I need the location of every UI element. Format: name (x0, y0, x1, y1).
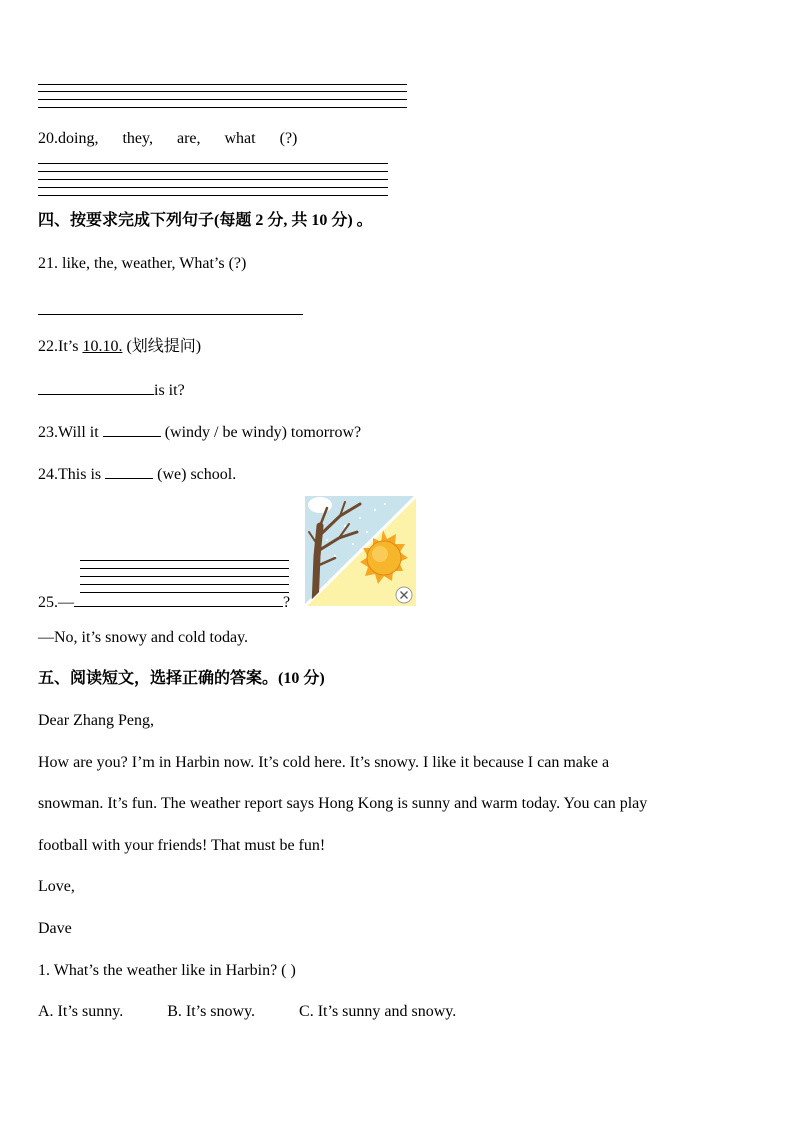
reading-question-1-options (38, 1002, 456, 1022)
question-mark: ? (283, 594, 291, 611)
option-b[interactable]: B. It’s snowy. (167, 1003, 256, 1020)
section-heading: 五、阅读短文，选择正确的答案。(10 分) (38, 670, 325, 687)
question-21: 21. like, the, weather, What’s (?) (38, 255, 247, 272)
answer-line (38, 179, 388, 180)
answer-line (38, 91, 407, 92)
answer-line (38, 84, 407, 85)
letter-signature: Dave (38, 920, 72, 937)
answer-line (80, 576, 289, 577)
word: they, (122, 130, 153, 147)
answer-line (38, 171, 388, 172)
question-number: 25.— (38, 594, 74, 611)
answer-line (80, 560, 289, 561)
option-c[interactable]: C. It’s sunny and snowy. (299, 1003, 457, 1020)
winter-summer-weather-icon (305, 496, 416, 606)
letter-greeting: Dear Zhang Peng, (38, 712, 154, 729)
answer-line (38, 99, 407, 100)
answer-line (38, 163, 388, 164)
question-22-answer (38, 378, 185, 401)
letter-line: snowman. It’s fun. The weather report says Hong Kong is sunny and warm today. You can play (38, 795, 648, 812)
reading-question-1: 1. What’s the weather like in Harbin? ( ) (38, 962, 296, 979)
answer-blank[interactable] (74, 590, 283, 607)
question-text: 24.This is (38, 466, 106, 483)
question-text: (windy / be windy) tomorrow? (160, 424, 362, 441)
letter-closing: Love, (38, 878, 75, 895)
question-24 (38, 462, 236, 485)
letter-line: football with your friends! That must be fun! (38, 837, 326, 854)
section-heading: 四、按要求完成下列句子(每题 2 分, 共 10 分) 。 (38, 212, 373, 229)
question-text: 22.It’s (38, 338, 83, 355)
question-25-reply: —No, it’s snowy and cold today. (38, 629, 249, 646)
answer-line (38, 314, 303, 315)
answer-line (80, 568, 289, 569)
question-number: 20. (38, 130, 58, 147)
weather-picture (305, 496, 416, 606)
underlined-phrase: 10.10. (82, 338, 123, 355)
word: what (224, 130, 256, 147)
answer-blank[interactable] (105, 462, 153, 479)
answer-text: is it? (154, 382, 185, 399)
question-text: (we) school. (153, 466, 237, 483)
word: (?) (279, 130, 298, 147)
question-20 (38, 129, 297, 149)
question-23 (38, 420, 361, 443)
answer-line (38, 195, 388, 196)
letter-line: How are you? I’m in Harbin now. It’s cold here. It’s snowy. I like it because I can make a (38, 754, 610, 771)
question-22 (38, 337, 201, 357)
answer-line (80, 584, 289, 585)
answer-line (38, 187, 388, 188)
answer-blank[interactable] (103, 420, 161, 437)
option-a[interactable]: A. It’s sunny. (38, 1003, 124, 1020)
answer-line (38, 107, 407, 108)
word: doing, (58, 130, 99, 147)
word: are, (176, 130, 201, 147)
question-text: 23.Will it (38, 424, 103, 441)
instruction: (划线提问) (122, 338, 202, 355)
answer-blank[interactable] (38, 378, 154, 395)
question-25 (38, 590, 290, 613)
